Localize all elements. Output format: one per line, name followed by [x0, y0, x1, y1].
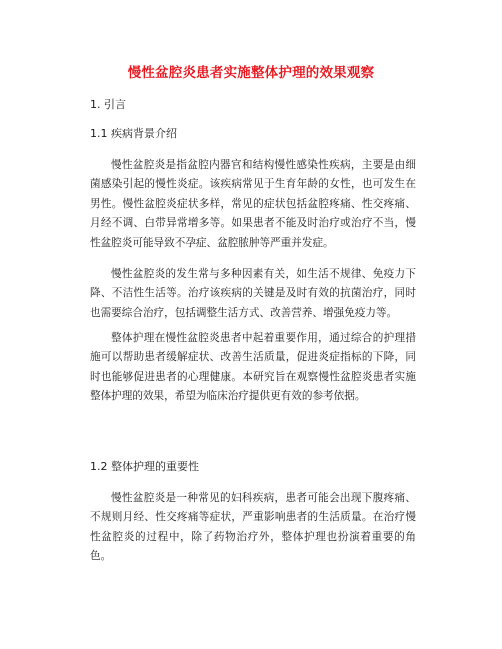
section-heading-introduction: 1. 引言: [90, 98, 126, 111]
section-heading-holistic-nursing-importance: 1.2 整体护理的重要性: [90, 460, 199, 473]
document-title: 慢性盆腔炎患者实施整体护理的效果观察: [127, 65, 375, 81]
paragraph: 慢性盆腔炎的发生常与多种因素有关，如生活不规律、免疫力下降、不洁性生活等。治疗该疾病的关键是及时有效的抗菌治疗，同时也需要综合治疗，包括调整生活方式、改善营养、增强免疫力等。: [90, 268, 416, 319]
paragraph: 整体护理在慢性盆腔炎患者中起着重要作用，通过综合的护理措施可以帮助患者缓解症状、改善生活质量，促进炎症指标的下降，同时也能够促进患者的心理健康。本研究旨在观察慢性盆腔炎患者实施整体护理的效果，希望为临床治疗提供更有效的参考依据。: [90, 332, 416, 403]
section-heading-disease-background: 1.1 疾病背景介绍: [90, 127, 177, 140]
paragraph: 慢性盆腔炎是指盆腔内器官和结构慢性感染性疾病，主要是由细菌感染引起的慢性炎症。该疾病常见于生育年龄的女性，也可发生在男性。慢性盆腔炎症状多样，常见的症状包括盆腔疼痛、性交疼痛、月经不调、白带异常增多等。如果患者不能及时治疗或治疗不当，慢性盆腔炎可能导致不孕症、盆腔脓肿等严重并发症。: [90, 159, 416, 249]
paragraph: 慢性盆腔炎是一种常见的妇科疾病，患者可能会出现下腹疼痛、不规则月经、性交疼痛等症状，严重影响患者的生活质量。在治疗慢性盆腔炎的过程中，除了药物治疗外，整体护理也扮演着重要的角色。: [90, 492, 416, 563]
